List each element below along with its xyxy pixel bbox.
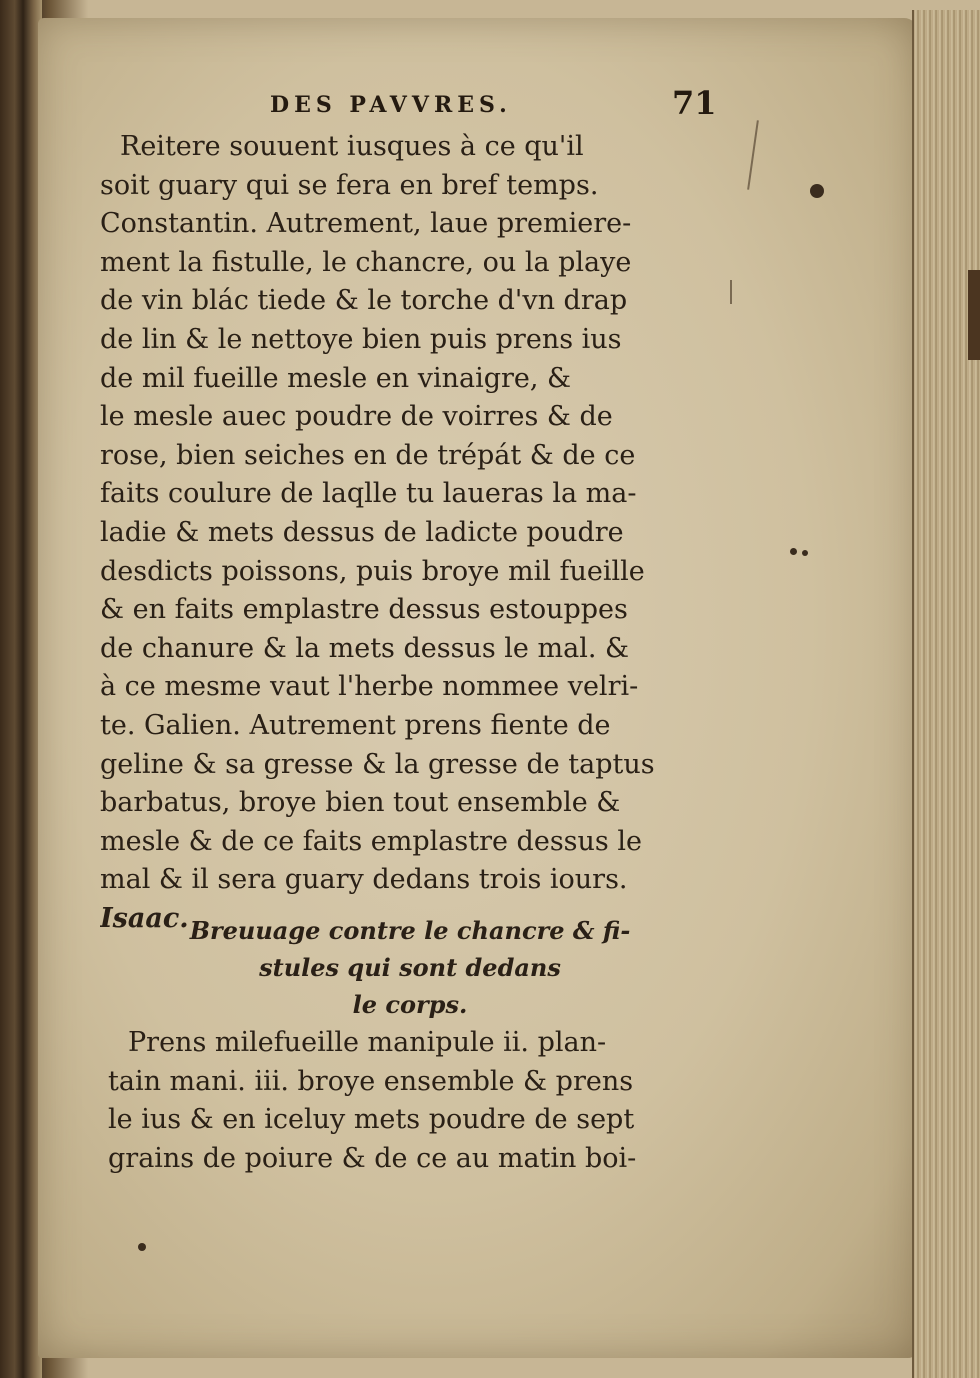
ink-spot bbox=[802, 550, 808, 556]
text-line: de chanure & la mets dessus le mal. & bbox=[100, 632, 630, 664]
text-line: de vin blác tiede & le torche d'vn drap bbox=[100, 285, 628, 317]
ink-spot bbox=[138, 1243, 146, 1251]
heading-line: le corps. bbox=[352, 990, 468, 1019]
text-line: de mil fueille mesle en vinaigre, & bbox=[100, 362, 572, 394]
section-heading bbox=[150, 912, 670, 1023]
text-line: Prens milefueille manipule ii. plan- bbox=[128, 1027, 607, 1058]
text-line: grains de poiure & de ce au matin boi- bbox=[108, 1142, 637, 1174]
text-line: geline & sa gresse & la gresse de taptus bbox=[100, 748, 655, 780]
ink-spot bbox=[810, 184, 824, 198]
text-line: mal & il sera guary dedans trois iours. bbox=[100, 864, 628, 896]
text-line: mesle & de ce faits emplastre dessus le bbox=[100, 825, 642, 857]
text-line: le mesle auec poudre de voirres & de bbox=[100, 401, 613, 433]
text-line: à ce mesme vaut l'herbe nommee velri- bbox=[100, 671, 639, 703]
text-line: soit guary qui se fera en bref temps. bbox=[100, 169, 599, 201]
text-line: ment la fistulle, le chancre, ou la playe bbox=[100, 246, 632, 278]
text-line: Isaac. bbox=[100, 902, 189, 934]
page-number: 71 bbox=[672, 84, 717, 122]
text-line: & en faits emplastre dessus estouppes bbox=[100, 594, 628, 626]
recipe-text bbox=[108, 1024, 718, 1178]
text-line: barbatus, broye bien tout ensemble & bbox=[100, 787, 621, 819]
running-head: DES PAVVRES. bbox=[270, 92, 512, 118]
ink-spot bbox=[790, 548, 797, 555]
heading-line: Breuuage contre le chancre & fi- bbox=[189, 916, 631, 945]
text-line: ladie & mets dessus de ladicte poudre bbox=[100, 516, 624, 548]
text-line: desdicts poissons, puis broye mil fueille bbox=[100, 555, 645, 587]
text-line: Reitere souuent iusques à ce qu'il bbox=[120, 131, 584, 162]
book-gutter bbox=[0, 0, 42, 1378]
main-text bbox=[100, 128, 725, 938]
text-line: le ius & en iceluy mets poudre de sept bbox=[108, 1104, 635, 1136]
page-edges bbox=[912, 10, 980, 1378]
heading-line: stules qui sont dedans bbox=[259, 953, 561, 982]
margin-stroke bbox=[730, 280, 732, 304]
text-line: Constantin. Autrement, laue premiere- bbox=[100, 208, 632, 240]
text-line: rose, bien seiches en de trépát & de ce bbox=[100, 439, 636, 471]
text-line: tain mani. iii. broye ensemble & prens bbox=[108, 1065, 634, 1097]
text-line: de lin & le nettoye bien puis prens ius bbox=[100, 323, 622, 355]
text-line: te. Galien. Autrement prens fiente de bbox=[100, 709, 611, 741]
text-line: faits coulure de laqlle tu laueras la ma- bbox=[100, 478, 637, 510]
